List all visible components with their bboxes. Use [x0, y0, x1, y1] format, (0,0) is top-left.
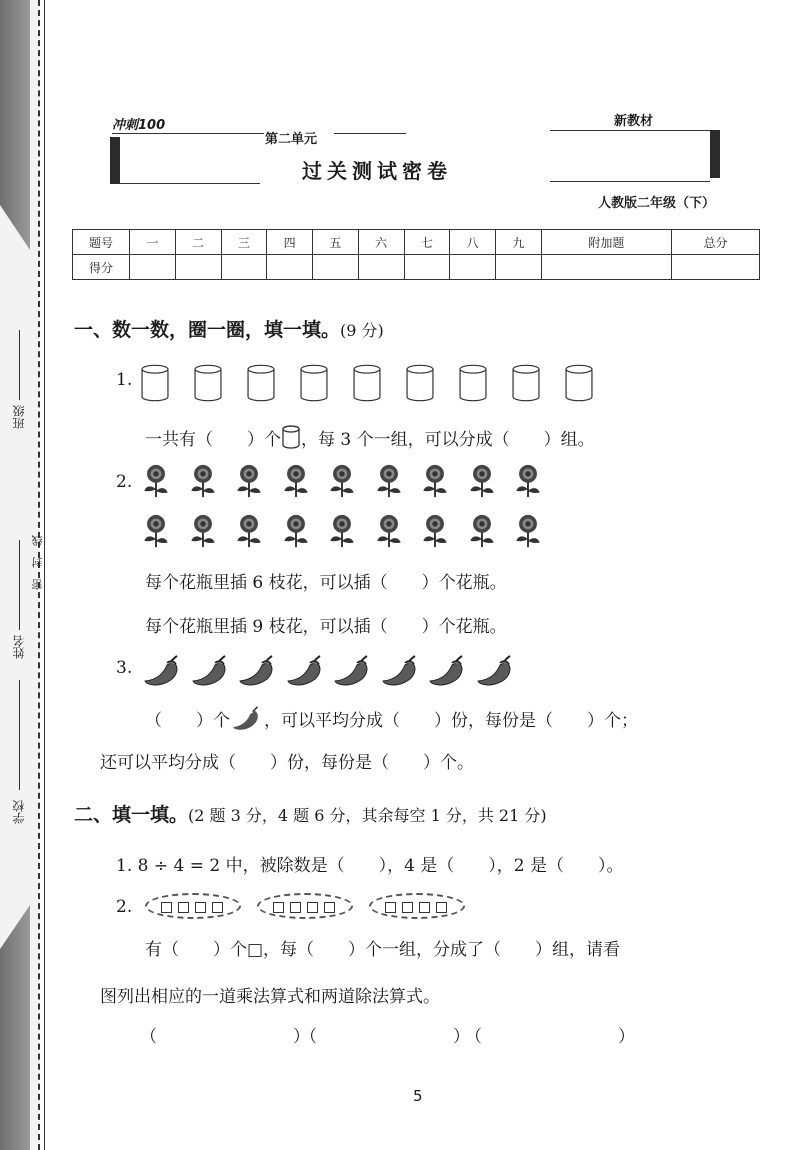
q1-text	[145, 425, 595, 450]
q2-line1: 每个花瓶里插 6 枝花，可以插（ ）个花瓶。	[145, 573, 507, 593]
school-label: 学校	[12, 800, 26, 824]
flower-figure	[468, 464, 496, 498]
section1-title	[74, 315, 384, 342]
seal-label: 密 封 线	[31, 535, 44, 590]
edition-label: 人教版二年级（下）	[598, 196, 716, 211]
header-rule-mid	[334, 133, 406, 134]
cell-q2: 二	[175, 230, 221, 255]
square-shape	[436, 902, 447, 913]
square-shape	[290, 902, 301, 913]
score-table-header-row	[73, 230, 760, 255]
cylinder-figure	[458, 364, 488, 402]
cylinder-figure	[511, 364, 541, 402]
name-fill-line	[19, 540, 20, 630]
score-table	[72, 229, 760, 280]
cell-score-label: 得分	[73, 255, 130, 280]
cylinder-icon	[281, 425, 301, 449]
header-rule-right-bottom	[550, 181, 710, 182]
flower-figure	[328, 514, 356, 548]
section1-points: (9 分)	[340, 321, 384, 340]
header-bar-left	[110, 137, 120, 184]
cell-q5: 五	[313, 230, 359, 255]
square-shape	[402, 902, 413, 913]
section2-points: (2 题 3 分，4 题 6 分，其余每空 1 分，共 21 分)	[188, 806, 547, 825]
flower-figure	[468, 514, 496, 548]
name-label: 姓名	[12, 635, 26, 659]
pepper-figure	[143, 655, 183, 687]
header-bar-right	[710, 130, 720, 178]
cell-bonus: 附加题	[541, 230, 671, 255]
square-shape	[195, 902, 206, 913]
q1-number: 1.	[116, 370, 133, 390]
new-material-label: 新教材	[614, 114, 654, 129]
brand-logo-text: 冲刺100	[112, 118, 166, 133]
s2-q2-line2: 图列出相应的一道乘法算式和两道除法算式。	[100, 987, 440, 1007]
answer-blank-1[interactable]: （ ）	[140, 1027, 310, 1047]
pepper-figure	[381, 655, 421, 687]
cylinder-figure	[564, 364, 594, 402]
cell-q8: 八	[450, 230, 496, 255]
square-shape	[324, 902, 335, 913]
score-cell[interactable]	[671, 255, 759, 280]
score-cell[interactable]	[496, 255, 542, 280]
square-group	[257, 893, 353, 919]
cylinder-figure	[193, 364, 223, 402]
score-cell[interactable]	[450, 255, 496, 280]
flower-figure	[328, 464, 356, 498]
cylinder-figure	[140, 364, 170, 402]
q2-number: 2.	[116, 472, 133, 492]
q3-line2: 还可以平均分成（ ）份，每份是（ ）个。	[100, 753, 474, 773]
cell-q4: 四	[267, 230, 313, 255]
square-shape	[273, 902, 284, 913]
s2-q1-text: 1. 8 ÷ 4 = 2 中，被除数是（ ），4 是（ ），2 是（ ）。	[116, 856, 624, 876]
q3-line1-a: （ ）个	[145, 711, 230, 731]
square-shape	[385, 902, 396, 913]
flower-figure	[282, 464, 310, 498]
flower-figure	[189, 514, 217, 548]
q3-line1-b: ，可以平均分成（ ）份，每份是（ ）个；	[264, 711, 638, 731]
flower-figure	[282, 514, 310, 548]
q2-line2: 每个花瓶里插 9 枝花，可以插（ ）个花瓶。	[145, 617, 507, 637]
flower-figure	[375, 464, 403, 498]
cell-q7: 七	[404, 230, 450, 255]
cell-question-no: 题号	[73, 230, 130, 255]
answer-blank-2[interactable]: （ ）	[300, 1027, 470, 1047]
pepper-figure	[428, 655, 468, 687]
square-shape	[178, 902, 189, 913]
score-cell[interactable]	[358, 255, 404, 280]
cell-q3: 三	[221, 230, 267, 255]
square-shape	[161, 902, 172, 913]
flower-figure	[142, 464, 170, 498]
square-shape	[419, 902, 430, 913]
pepper-figure	[476, 655, 516, 687]
cell-total: 总分	[671, 230, 759, 255]
score-cell[interactable]	[267, 255, 313, 280]
exam-title: 过关测试密卷	[302, 159, 452, 183]
unit-tag: 第二单元	[265, 132, 318, 147]
pepper-icon	[230, 706, 264, 732]
pepper-figure	[286, 655, 326, 687]
header-rule-right	[550, 130, 710, 131]
flower-figure	[189, 464, 217, 498]
cell-q6: 六	[358, 230, 404, 255]
page-number: 5	[413, 1087, 423, 1105]
q1-text-a: 一共有（ ）个	[145, 430, 281, 450]
flower-figure	[421, 464, 449, 498]
flower-figure	[375, 514, 403, 548]
score-cell[interactable]	[313, 255, 359, 280]
square-shape	[307, 902, 318, 913]
cell-q9: 九	[496, 230, 542, 255]
section2-title-text: 二、填一填。	[74, 804, 189, 826]
score-cell[interactable]	[404, 255, 450, 280]
square-shape	[212, 902, 223, 913]
score-table-score-row	[73, 255, 760, 280]
q3-number: 3.	[116, 658, 133, 678]
cylinder-figure	[299, 364, 329, 402]
q1-text-b: ，每 3 个一组，可以分成（ ）组。	[301, 430, 595, 450]
score-cell[interactable]	[175, 255, 221, 280]
q3-line1	[145, 706, 638, 732]
cylinder-figure	[246, 364, 276, 402]
section1-title-text: 一、数一数，圈一圈，填一填。	[74, 319, 341, 341]
header-rule-left-bottom	[120, 183, 260, 184]
flower-figure	[235, 464, 263, 498]
pepper-figure	[333, 655, 373, 687]
flower-figure	[421, 514, 449, 548]
cell-q1: 一	[130, 230, 176, 255]
score-cell[interactable]	[130, 255, 176, 280]
pepper-figure	[191, 655, 231, 687]
flower-figure	[142, 514, 170, 548]
score-cell[interactable]	[541, 255, 671, 280]
class-fill-line	[19, 330, 20, 400]
pepper-figure	[238, 655, 278, 687]
square-group	[369, 893, 465, 919]
score-cell[interactable]	[221, 255, 267, 280]
answer-blank-3[interactable]: （ ）	[465, 1027, 635, 1047]
flower-figure	[514, 514, 542, 548]
flower-figure	[514, 464, 542, 498]
square-group	[145, 893, 241, 919]
s2-q2-line1: 有（ ）个□，每（ ）个一组，分成了（ ）组，请看	[145, 940, 621, 960]
class-label: 班级	[12, 405, 26, 429]
section2-title	[74, 800, 547, 827]
school-fill-line	[19, 680, 20, 790]
s2-q2-number: 2.	[116, 897, 133, 917]
cylinder-figure	[352, 364, 382, 402]
cylinder-figure	[405, 364, 435, 402]
header-rule-left	[112, 133, 264, 134]
flower-figure	[235, 514, 263, 548]
